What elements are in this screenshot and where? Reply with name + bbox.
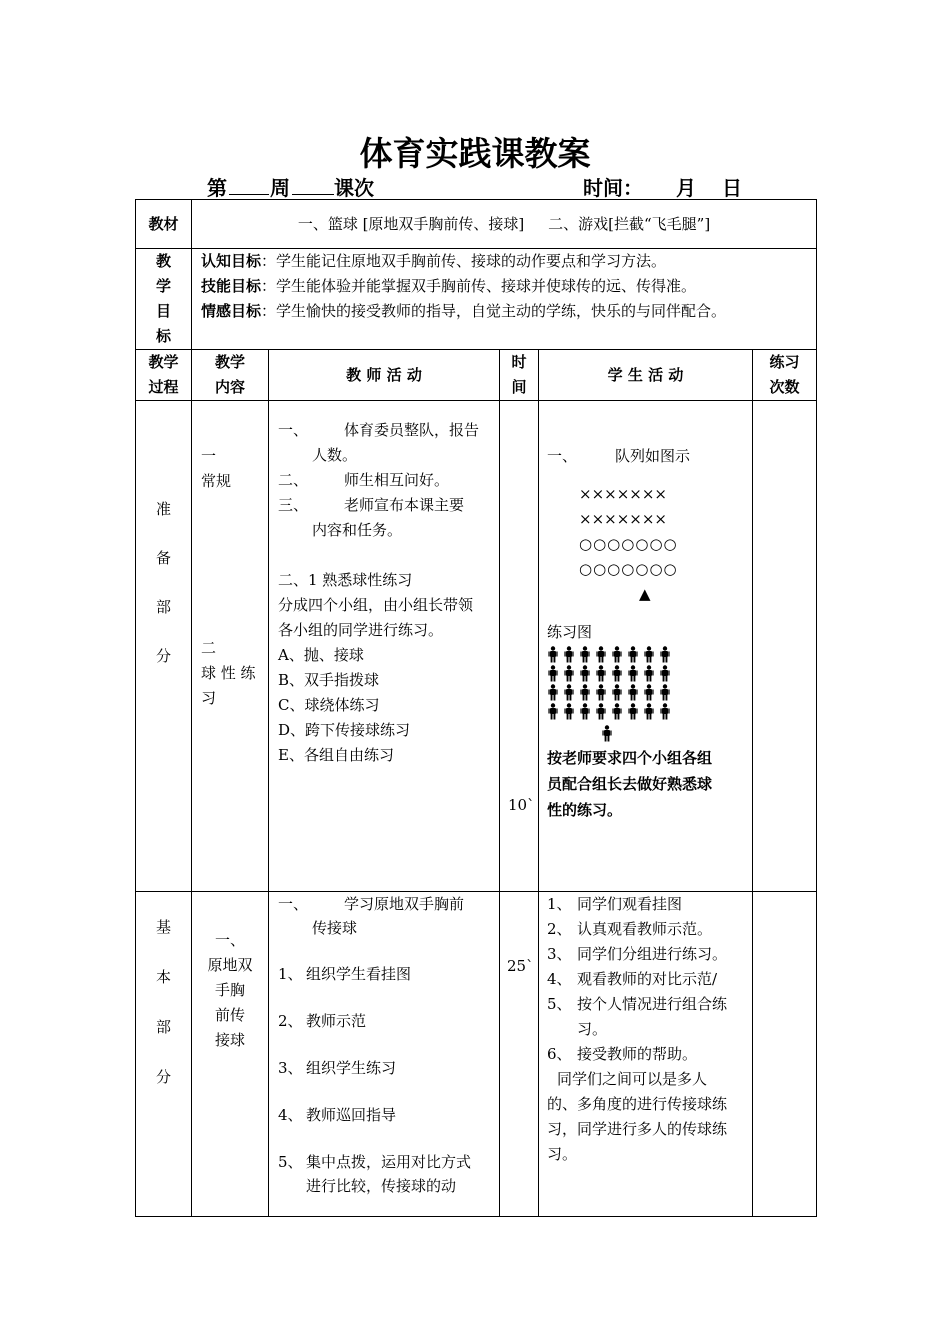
person-icon	[595, 684, 607, 701]
col-content: 教学 内容	[192, 350, 269, 401]
goal-affective: 情感目标：学生愉快的接受教师的指导，自觉主动的学练，快乐的与同伴配合。	[201, 302, 727, 320]
person-icon	[579, 684, 591, 701]
lesson-plan-table	[135, 199, 817, 1217]
week-blank	[229, 174, 269, 195]
person-icon	[563, 665, 575, 682]
person-icon	[579, 665, 591, 682]
person-icon	[659, 665, 671, 682]
week-suffix: 课次	[334, 176, 374, 200]
person-icon	[659, 684, 671, 701]
person-icon	[611, 703, 623, 720]
practice-diagram	[539, 645, 753, 743]
person-icon	[547, 646, 559, 663]
col-student: 学 生 活 动	[539, 350, 753, 401]
practice-leader	[601, 724, 752, 743]
person-icon	[579, 703, 591, 720]
page-title: 体育实践课教案	[359, 134, 591, 173]
material-content: 一、篮球 [原地双手胸前传、接球] 二、游戏[拦截“飞毛腿”]	[192, 200, 817, 249]
person-icon	[643, 665, 655, 682]
goals-row	[136, 249, 817, 350]
prep-process: 准 备 部 分	[136, 401, 192, 892]
material-label: 教材	[136, 200, 192, 249]
month-label: 月	[676, 176, 696, 200]
person-icon	[611, 646, 623, 663]
col-teacher: 教 师 活 动	[269, 350, 500, 401]
week-prefix: 第	[207, 176, 227, 200]
person-icon	[643, 646, 655, 663]
person-icon	[563, 703, 575, 720]
person-icon	[627, 684, 639, 701]
goals-label: 教 学 目 标	[136, 249, 192, 350]
person-icon	[595, 703, 607, 720]
prep-student: 一、 队列如图示 ××××××× ××××××× ○○○○○○○ ○○○○○○○ ▲ 练习图 按老师要求四个小组各组 员配合组长去做好熟悉球 性的练习。	[539, 401, 753, 892]
person-icon	[611, 684, 623, 701]
person-icon	[563, 646, 575, 663]
basic-student: 1、 同学们观看挂图 2、 认真观看教师示范。 3、 同学们分组进行练习。 4、 观看教师的对比示范/ 5、 按个人情况进行组合练 习。 6、 接受教师的帮助。 同学们之间可以是多人 的、多角度的进行传接球练 习，同学进行多人的传球练 习。	[539, 892, 753, 1217]
practice-row	[547, 702, 752, 721]
basic-count	[753, 892, 817, 1217]
person-icon	[547, 665, 559, 682]
person-icon	[547, 684, 559, 701]
person-icon	[611, 665, 623, 682]
person-icon	[547, 703, 559, 720]
person-icon	[595, 665, 607, 682]
goals-content	[192, 249, 817, 350]
basic-time: 25`	[500, 892, 539, 1217]
prep-teacher: 一、 体育委员整队，报告 人数。 二、 师生相互问好。 三、 老师宣布本课主要 内容和任务。 二、1 熟悉球性练习 分成四个小组，由小组长带领 各小组的同学进行练习。 A、抛、接球 B、双手指拨球 C、球绕体练习 D、跨下传接球练习 E、各组自由练习	[269, 401, 500, 892]
person-icon	[659, 703, 671, 720]
person-icon	[627, 703, 639, 720]
basic-process: 基 本 部 分	[136, 892, 192, 1217]
practice-label: 练习图	[547, 623, 593, 641]
prep-row	[136, 401, 817, 892]
column-header-row	[136, 350, 817, 401]
basic-row	[136, 892, 817, 1217]
basic-content: 一、 原地双 手胸 前传 接球	[192, 892, 269, 1217]
lesson-header	[0, 172, 950, 200]
person-icon	[627, 646, 639, 663]
basic-teacher: 一、 学习原地双手胸前 传接球 1、 组织学生看挂图 2、 教师示范 3、 组织学生练习 4、 教师巡回指导 5、 集中点拨，运用对比方式 进行比较，传接球的动	[269, 892, 500, 1217]
week-mid: 周	[270, 176, 290, 200]
person-icon	[595, 646, 607, 663]
material-row	[136, 200, 817, 249]
person-icon	[643, 684, 655, 701]
prep-content: 一 常规 二 球 性 练 习	[192, 401, 269, 892]
day-label: 日	[722, 176, 742, 200]
goal-cognitive: 认知目标：学生能记住原地双手胸前传、接球的动作要点和学习方法。	[201, 252, 667, 270]
practice-row	[547, 683, 752, 702]
person-icon	[643, 703, 655, 720]
person-icon	[627, 665, 639, 682]
person-icon	[563, 684, 575, 701]
prep-time: 10`	[500, 401, 539, 892]
goal-skill: 技能目标：学生能体验并能掌握双手胸前传、接球并使球传的远、传得准。	[201, 277, 697, 295]
prep-count	[753, 401, 817, 892]
practice-row	[547, 664, 752, 683]
time-label: 时间：	[583, 176, 643, 200]
lesson-blank	[292, 174, 334, 195]
person-icon	[579, 646, 591, 663]
person-icon	[601, 725, 613, 742]
col-time: 时 间	[500, 350, 539, 401]
person-icon	[659, 646, 671, 663]
col-count: 练习 次数	[753, 350, 817, 401]
practice-row	[547, 645, 752, 664]
col-process: 教学 过程	[136, 350, 192, 401]
